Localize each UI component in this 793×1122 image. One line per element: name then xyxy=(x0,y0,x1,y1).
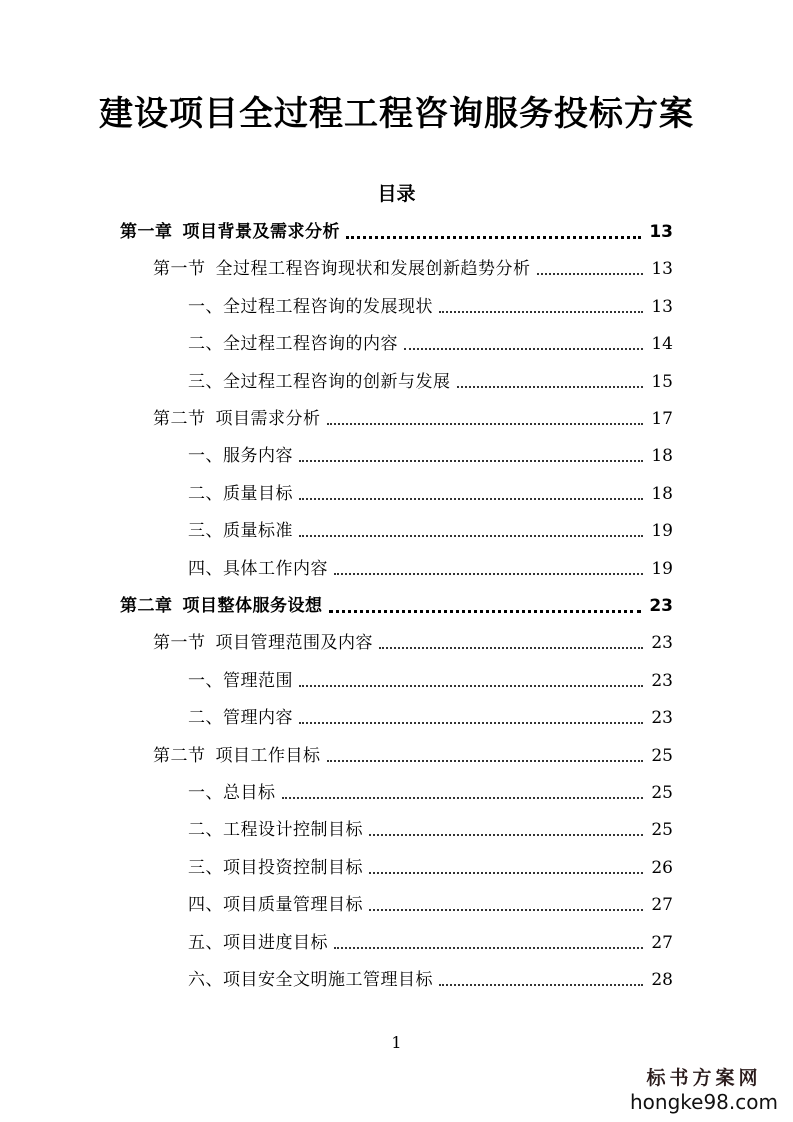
toc-entry-title: 质量标准 xyxy=(223,521,293,542)
toc-entry[interactable] xyxy=(188,890,673,920)
toc-entry-page: 18 xyxy=(651,483,673,504)
toc-entry[interactable] xyxy=(188,666,673,696)
toc-entry-label xyxy=(120,217,340,247)
toc-dot-leader xyxy=(327,423,644,425)
toc-entry-title: 项目质量管理目标 xyxy=(223,895,363,916)
toc-entry-title: 质量目标 xyxy=(223,483,293,504)
toc-entry-title: 项目工作目标 xyxy=(215,745,321,766)
toc-entry-number: 三、 xyxy=(188,857,223,878)
toc-entry-label xyxy=(188,441,293,471)
toc-entry[interactable] xyxy=(188,329,673,359)
toc-dot-leader xyxy=(299,498,643,500)
toc-entry-page: 23 xyxy=(649,596,673,616)
toc-entry-label xyxy=(188,815,363,845)
toc-dot-leader xyxy=(299,685,643,687)
toc-entry-label xyxy=(188,853,363,883)
toc-entry[interactable] xyxy=(188,853,673,883)
toc-entry[interactable] xyxy=(120,217,673,247)
toc-entry[interactable] xyxy=(188,965,673,995)
toc-entry-number: 一、 xyxy=(188,783,223,803)
toc-dot-leader xyxy=(439,311,643,313)
toc-entry-label xyxy=(188,928,328,958)
toc-entry-title: 全过程工程咨询的内容 xyxy=(223,334,398,355)
toc-entry-label xyxy=(153,254,531,284)
toc-dot-leader xyxy=(299,535,643,537)
toc-entry-page: 15 xyxy=(651,371,673,392)
toc-entry-page: 13 xyxy=(649,222,673,242)
toc-dot-leader xyxy=(369,834,643,836)
toc-entry[interactable] xyxy=(188,928,673,958)
toc-entry-label xyxy=(188,516,293,546)
toc-entry-number: 六、 xyxy=(188,970,223,990)
toc-entry-title: 项目需求分析 xyxy=(215,409,321,429)
toc-entry-page: 23 xyxy=(651,708,673,729)
toc-entry-number: 四、 xyxy=(188,895,223,916)
toc-entry-page: 13 xyxy=(651,296,673,317)
toc-entry[interactable] xyxy=(153,628,673,658)
toc-entry-page: 14 xyxy=(651,334,673,355)
toc-entry-title: 具体工作内容 xyxy=(223,558,328,579)
toc-entry-title: 全过程工程咨询的创新与发展 xyxy=(223,371,451,392)
toc-entry-page: 26 xyxy=(651,857,673,878)
toc-entry-number: 二、 xyxy=(188,820,223,841)
toc-entry[interactable] xyxy=(153,254,673,284)
toc-dot-leader xyxy=(369,909,643,911)
toc-entry-page: 18 xyxy=(651,446,673,467)
toc-entry[interactable] xyxy=(188,516,673,546)
toc-dot-leader xyxy=(404,348,643,350)
toc-entry-number: 二、 xyxy=(188,334,223,355)
toc-entry-label xyxy=(188,703,293,733)
toc-entry-label xyxy=(188,329,398,359)
toc-entry-number: 第二节 xyxy=(153,409,206,429)
toc-entry-page: 25 xyxy=(651,820,673,841)
toc-entry[interactable] xyxy=(188,367,673,397)
toc-entry-page: 19 xyxy=(651,558,673,579)
toc-entry-title: 全过程工程咨询的发展现状 xyxy=(223,296,433,317)
toc-entry-page: 23 xyxy=(651,633,673,654)
toc-entry-title: 服务内容 xyxy=(223,446,293,467)
toc-entry-title: 项目进度目标 xyxy=(223,932,328,953)
toc-entry-number: 第二节 xyxy=(153,745,206,766)
toc-entry-number: 三、 xyxy=(188,371,223,392)
toc-entry-label xyxy=(188,479,293,509)
toc-entry-number: 一、 xyxy=(188,670,223,691)
site-watermark xyxy=(629,1066,779,1114)
toc-entry-page: 23 xyxy=(651,670,673,691)
toc-dot-leader xyxy=(346,236,641,239)
toc-entry-number: 第一节 xyxy=(153,633,206,654)
toc-entry[interactable] xyxy=(188,292,673,322)
toc-entry-title: 工程设计控制目标 xyxy=(223,820,363,841)
toc-entry-label xyxy=(188,890,363,920)
toc-entry-number: 四、 xyxy=(188,558,223,579)
toc-entry-page: 25 xyxy=(651,745,673,766)
toc-entry[interactable] xyxy=(188,441,673,471)
toc-entry-title: 项目管理范围及内容 xyxy=(215,633,373,654)
toc-entry-number: 一、 xyxy=(188,296,223,317)
toc-entry-label xyxy=(188,965,433,995)
toc-entry-number: 一、 xyxy=(188,446,223,467)
toc-entry-title: 项目背景及需求分析 xyxy=(182,222,340,242)
toc-entry-title: 全过程工程咨询现状和发展创新趋势分析 xyxy=(215,259,531,280)
toc-entry-page: 17 xyxy=(651,409,673,429)
toc-entry-title: 项目投资控制目标 xyxy=(223,857,363,878)
toc-entry-label xyxy=(153,628,373,658)
toc-entry-label xyxy=(153,404,321,434)
toc-entry-number: 二、 xyxy=(188,708,223,729)
toc-dot-leader xyxy=(439,984,643,986)
toc-entry-title: 管理内容 xyxy=(223,708,293,729)
toc-entry-label xyxy=(188,778,276,808)
toc-entry[interactable] xyxy=(120,591,673,621)
toc-dot-leader xyxy=(379,647,643,649)
toc-dot-leader xyxy=(457,386,644,388)
toc-dot-leader xyxy=(327,760,644,762)
watermark-site-url: hongke98.com xyxy=(630,1090,778,1114)
toc-entry-title: 管理范围 xyxy=(223,670,293,691)
toc-entry-label xyxy=(188,292,433,322)
toc-dot-leader xyxy=(537,273,644,275)
toc-entry[interactable] xyxy=(188,554,673,584)
toc-entry-number: 第一节 xyxy=(153,259,206,280)
toc-entry-number: 三、 xyxy=(188,521,223,542)
toc-entry-page: 13 xyxy=(651,259,673,280)
toc-dot-leader xyxy=(299,722,643,724)
toc-dot-leader xyxy=(369,872,643,874)
watermark-site-name: 标书方案网 xyxy=(646,1067,762,1089)
toc-entry-number: 第二章 xyxy=(120,596,173,616)
toc-entry-page: 27 xyxy=(651,895,673,916)
toc-dot-leader xyxy=(334,573,643,575)
toc-heading: 目录 xyxy=(377,183,416,205)
toc-entry-number: 二、 xyxy=(188,483,223,504)
toc-entry-label xyxy=(188,666,293,696)
toc-entry-label xyxy=(153,741,321,771)
toc-entry-number: 第一章 xyxy=(120,222,173,242)
toc-entry-title: 项目整体服务设想 xyxy=(182,596,323,616)
toc-dot-leader xyxy=(329,610,642,613)
toc-entry-page: 28 xyxy=(651,970,673,990)
toc-entry[interactable] xyxy=(188,778,673,808)
toc-entry[interactable] xyxy=(153,741,673,771)
toc-entry[interactable] xyxy=(188,703,673,733)
toc-entry-label xyxy=(188,367,451,397)
toc-entry-page: 19 xyxy=(651,521,673,542)
page-number: 1 xyxy=(391,1033,402,1052)
toc-entry-title: 总目标 xyxy=(223,783,276,803)
toc-entry[interactable] xyxy=(188,815,673,845)
toc-dot-leader xyxy=(334,947,643,949)
toc-dot-leader xyxy=(282,797,644,799)
toc-entry-page: 25 xyxy=(651,783,673,803)
toc-entry-label xyxy=(188,554,328,584)
toc-entry-number: 五、 xyxy=(188,932,223,953)
toc-entry[interactable] xyxy=(153,404,673,434)
toc-entry-title: 项目安全文明施工管理目标 xyxy=(223,970,433,990)
toc-entry[interactable] xyxy=(188,479,673,509)
toc-entry-label xyxy=(120,591,323,621)
toc-dot-leader xyxy=(299,460,643,462)
document-title: 建设项目全过程工程咨询服务投标方案 xyxy=(99,94,694,134)
toc-entry-page: 27 xyxy=(651,932,673,953)
